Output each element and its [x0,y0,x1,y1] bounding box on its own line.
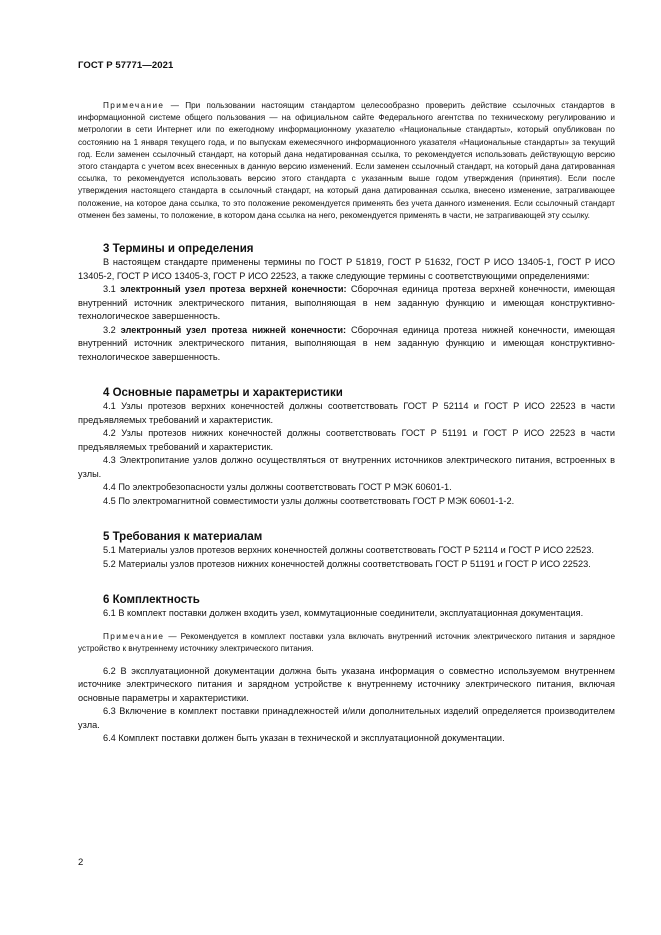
clause-4-3: 4.3 Электропитание узлов должно осуществляться от внутренних источников электрического питания, встроенных в узлы. [78,455,615,479]
page-number: 2 [78,857,84,868]
clause-6-2: 6.2 В эксплуатационной документации должна быть указана информация о совместно используемом внутреннем источнике электрического питания и зарядном устройстве к внутреннему источнику электрического питания, включая основные параметры и характеристики. [78,665,615,703]
clause-5-1: 5.1 Материалы узлов протезов верхних конечностей должны соответствовать ГОСТ Р 52114 и ГОСТ Р ИСО 22523. [103,545,594,556]
clause-4-2: 4.2 Узлы протезов нижних конечностей должны соответствовать ГОСТ Р 51191 и ГОСТ Р ИСО 22523 в части предъявляемых требований и характеристик. [78,428,615,452]
clause-6-3: 6.3 Включение в комплект поставки принадлежностей и/или дополнительных изделий определяется производителем узла. [78,706,615,730]
section-6-note [78,631,615,655]
clause-5-2: 5.2 Материалы узлов протезов нижних конечностей должны соответствовать ГОСТ Р 51191 и ГОСТ Р ИСО 22523. [103,558,591,569]
clause-4-4: 4.4 По электробезопасности узлы должны соответствовать ГОСТ Р МЭК 60601-1. [103,482,452,493]
clause-6-4: 6.4 Комплект поставки должен быть указан в технической и эксплуатационной документации. [103,733,505,744]
clause-4-5: 4.5 По электромагнитной совместимости узлы должны соответствовать ГОСТ Р МЭК 60601-1-2. [103,495,515,506]
term-3-2-definition: Сборочная единица протеза нижней конечности, имеющая внутренний источник электрического питания, выполняющая в нем заданную функцию и имеющая конструктивно-технологическое завершенность. [78,324,615,362]
note-text: — При пользовании настоящим стандартом целесообразно проверить действие ссылочных стандартов в информационной системе общего пользования — на официальном сайте Федерального агентства по техническому регулированию и метрологии в сети Интернет или по ежегодному информационному указателю «Национальные стандарты», который опубликован по состоянию на 1 января текущего года, и по выпускам ежемесячного информационного указателя «Национальные стандарты» за текущий год. Если заменен ссылочный стандарт, на который дана недатированная ссылка, то рекомендуется использовать действующую версию этого стандарта с учетом всех внесенных в данную версию изменений. Если заменен ссылочный стандарт, на который дана датированная ссылка, то рекомендуется использовать версию этого стандарта с указанным выше годом утверждения (принятия). Если после утверждения настоящего стандарта в ссылочный стандарт, на который дана датированная ссылка, внесено изменение, затрагивающее положение, на которое дана ссылка, то это положение рекомендуется применять без учета данного изменения. Если ссылочный стандарт отменен без замены, то положение, в котором дана ссылка на него, рекомендуется применять в части, не затрагивающей эту ссылку. [78,101,615,220]
document-code: ГОСТ Р 57771—2021 [78,60,174,71]
page-content [78,100,615,746]
term-3-2-number: 3.2 [103,324,121,335]
note-label: Примечание [103,631,165,641]
term-3-1-name: электронный узел протеза верхней конечности: [120,284,347,295]
note-label: Примечание [103,101,165,110]
section-4-heading: 4 Основные параметры и характеристики [103,387,343,400]
term-3-2 [78,324,615,365]
term-3-1 [78,283,615,324]
clause-4-1: 4.1 Узлы протезов верхних конечностей должны соответствовать ГОСТ Р 52114 и ГОСТ Р ИСО 22523 в части предъявляемых требований и характеристик. [78,401,615,425]
term-3-1-number: 3.1 [103,284,121,295]
section-3-intro: В настоящем стандарте применены термины по ГОСТ Р 51819, ГОСТ Р 51632, ГОСТ Р ИСО 13405-1, ГОСТ Р ИСО 13405-2, ГОСТ Р ИСО 13405-3, ГОСТ Р ИСО 22523, а также следующие термины с соответствующими определениями: [78,257,615,281]
section-5-heading: 5 Требования к материалам [103,531,263,544]
term-3-1-definition: Сборочная единица протеза верхней конечности, имеющая внутренний источник электрического питания, выполняющая в нем заданную функцию и имеющая конструктивно-технологическое завершенность. [78,284,616,322]
note-text: — Рекомендуется в комплект поставки узла включать внутренний источник электрического питания и зарядное устройство к внутреннему источнику электрического питания. [78,631,615,653]
section-3-heading: 3 Термины и определения [103,243,254,256]
term-3-2-name: электронный узел протеза нижней конечности: [120,324,347,335]
section-6-heading: 6 Комплектность [103,594,200,607]
normative-references-note [78,100,615,222]
clause-6-1: 6.1 В комплект поставки должен входить узел, коммутационные соединители, эксплуатационная документация. [103,608,584,619]
